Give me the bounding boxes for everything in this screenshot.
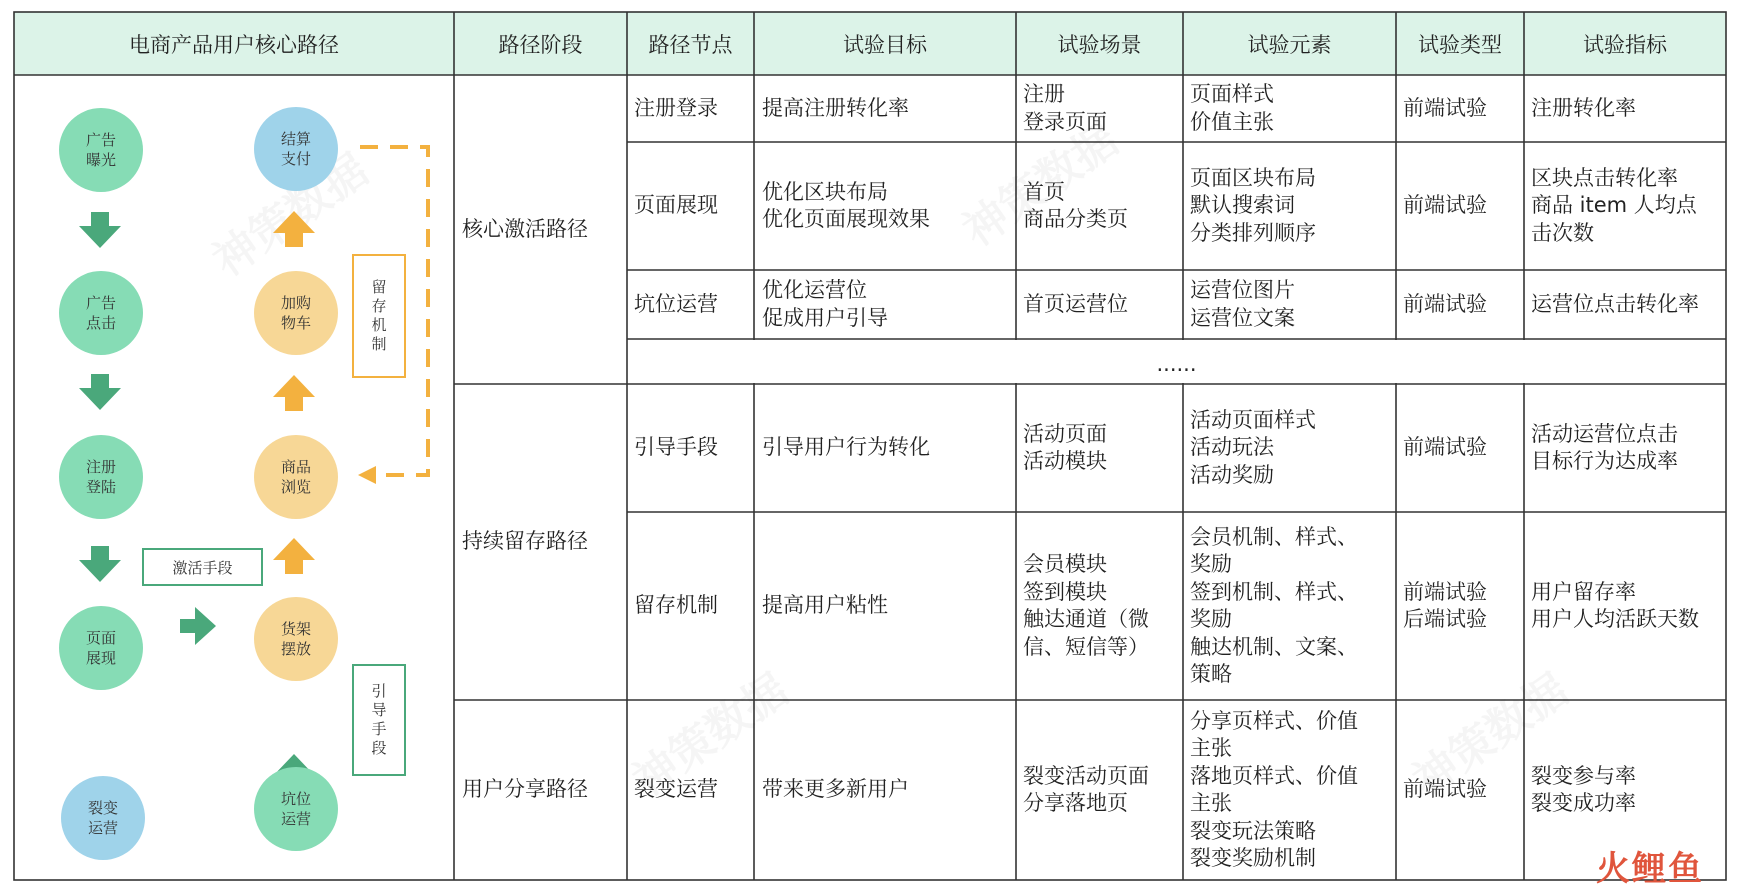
table-row-scene: 首页 商品分类页 [1023, 179, 1128, 231]
table-row-metric: 区块点击转化率 商品 item 人均点 击次数 [1531, 165, 1697, 245]
table-row-elements: 分享页样式、价值 主张 落地页样式、价值 主张 裂变玩法策略 裂变奖励机制 [1190, 708, 1358, 870]
up-arrow-icon [273, 211, 315, 247]
label-activation: 激活手段 [142, 548, 263, 586]
table-row-scene: 裂变活动页面 分享落地页 [1023, 763, 1149, 815]
col-header-elements: 试验元素 [1247, 32, 1332, 57]
stage-share: 用户分享路径 [462, 777, 588, 802]
node-register: 注册 登陆 [59, 435, 143, 519]
stage-core: 核心激活路径 [462, 216, 588, 241]
node-shelf: 货架 摆放 [254, 597, 338, 681]
table-row-scene: 首页运营位 [1023, 291, 1128, 316]
table-row-metric: 注册转化率 [1531, 95, 1636, 120]
node-browse: 商品 浏览 [254, 435, 338, 519]
right-arrow-icon [180, 607, 216, 645]
diagram-title: 电商产品用户核心路径 [129, 32, 339, 57]
table-row-elements: 活动页面样式 活动玩法 活动奖励 [1190, 407, 1316, 487]
table-row-metric: 活动运营位点击 目标行为达成率 [1531, 421, 1678, 473]
table-row-elements: 会员机制、样式、 奖励 签到机制、样式、 奖励 触达机制、文案、 策略 [1190, 524, 1358, 686]
table-row-type: 前端试验 后端试验 [1403, 579, 1487, 631]
table-row-goal: 提高注册转化率 [762, 95, 909, 120]
col-header-metric: 试验指标 [1583, 32, 1667, 57]
stage-retain: 持续留存路径 [462, 529, 588, 554]
table-row-goal: 优化运营位 促成用户引导 [762, 278, 888, 330]
table-row-node: 裂变运营 [634, 777, 718, 802]
down-arrow-icon [79, 374, 121, 410]
node-pit-ops: 坑位 运营 [254, 767, 338, 851]
down-arrow-icon [79, 212, 121, 248]
table-row-ellipsis: ...... [1156, 352, 1197, 377]
up-arrow-icon [273, 538, 315, 574]
table-row-goal: 优化区块布局 优化页面展现效果 [762, 179, 930, 231]
table-row-type: 前端试验 [1403, 95, 1487, 120]
col-header-scene: 试验场景 [1057, 32, 1142, 57]
table-row-scene: 活动页面 活动模块 [1023, 421, 1107, 473]
table-row-goal: 提高用户粘性 [762, 593, 888, 618]
table-row-elements: 页面样式 价值主张 [1190, 82, 1274, 134]
col-header-type: 试验类型 [1418, 32, 1502, 57]
table-row-elements: 运营位图片 运营位文案 [1190, 278, 1295, 330]
table-row-node: 页面展现 [634, 193, 718, 218]
label-guidance: 引 导 手 段 [352, 664, 406, 776]
table-row-elements: 页面区块布局 默认搜索词 分类排列顺序 [1190, 165, 1316, 245]
table-row-type: 前端试验 [1403, 193, 1487, 218]
table-row-type: 前端试验 [1403, 291, 1487, 316]
label-retention: 留 存 机 制 [352, 254, 406, 378]
col-header-stage: 路径阶段 [498, 32, 583, 57]
table-row-node: 坑位运营 [634, 291, 718, 316]
table-row-scene: 注册 登录页面 [1023, 82, 1107, 134]
brand-logo: 火鲤鱼 [1596, 848, 1704, 889]
table-row-metric: 用户留存率 用户人均活跃天数 [1531, 579, 1699, 631]
node-fission: 裂变 运营 [61, 776, 145, 860]
col-header-node: 路径节点 [648, 32, 733, 57]
col-header-goal: 试验目标 [843, 32, 927, 57]
table-row-metric: 裂变参与率 裂变成功率 [1531, 763, 1636, 815]
node-ad-click: 广告 点击 [59, 271, 143, 355]
table-row-goal: 带来更多新用户 [762, 777, 909, 802]
up-arrow-icon [273, 375, 315, 411]
node-page-show: 页面 展现 [59, 606, 143, 690]
node-cart: 加购 物车 [254, 271, 338, 355]
down-arrow-icon [79, 546, 121, 582]
table-row-type: 前端试验 [1403, 777, 1487, 802]
table-row-node: 留存机制 [634, 593, 718, 618]
table-row-metric: 运营位点击转化率 [1531, 291, 1699, 316]
left-arrow-icon [358, 466, 376, 484]
table-row-node: 引导手段 [634, 435, 718, 460]
table-row-type: 前端试验 [1403, 435, 1487, 460]
table-row-node: 注册登录 [634, 95, 718, 120]
table-row-goal: 引导用户行为转化 [762, 435, 930, 460]
table-row-scene: 会员模块 签到模块 触达通道（微 信、短信等） [1023, 552, 1149, 659]
node-ad-exposure: 广告 曝光 [59, 108, 143, 192]
node-checkout: 结算 支付 [254, 107, 338, 191]
